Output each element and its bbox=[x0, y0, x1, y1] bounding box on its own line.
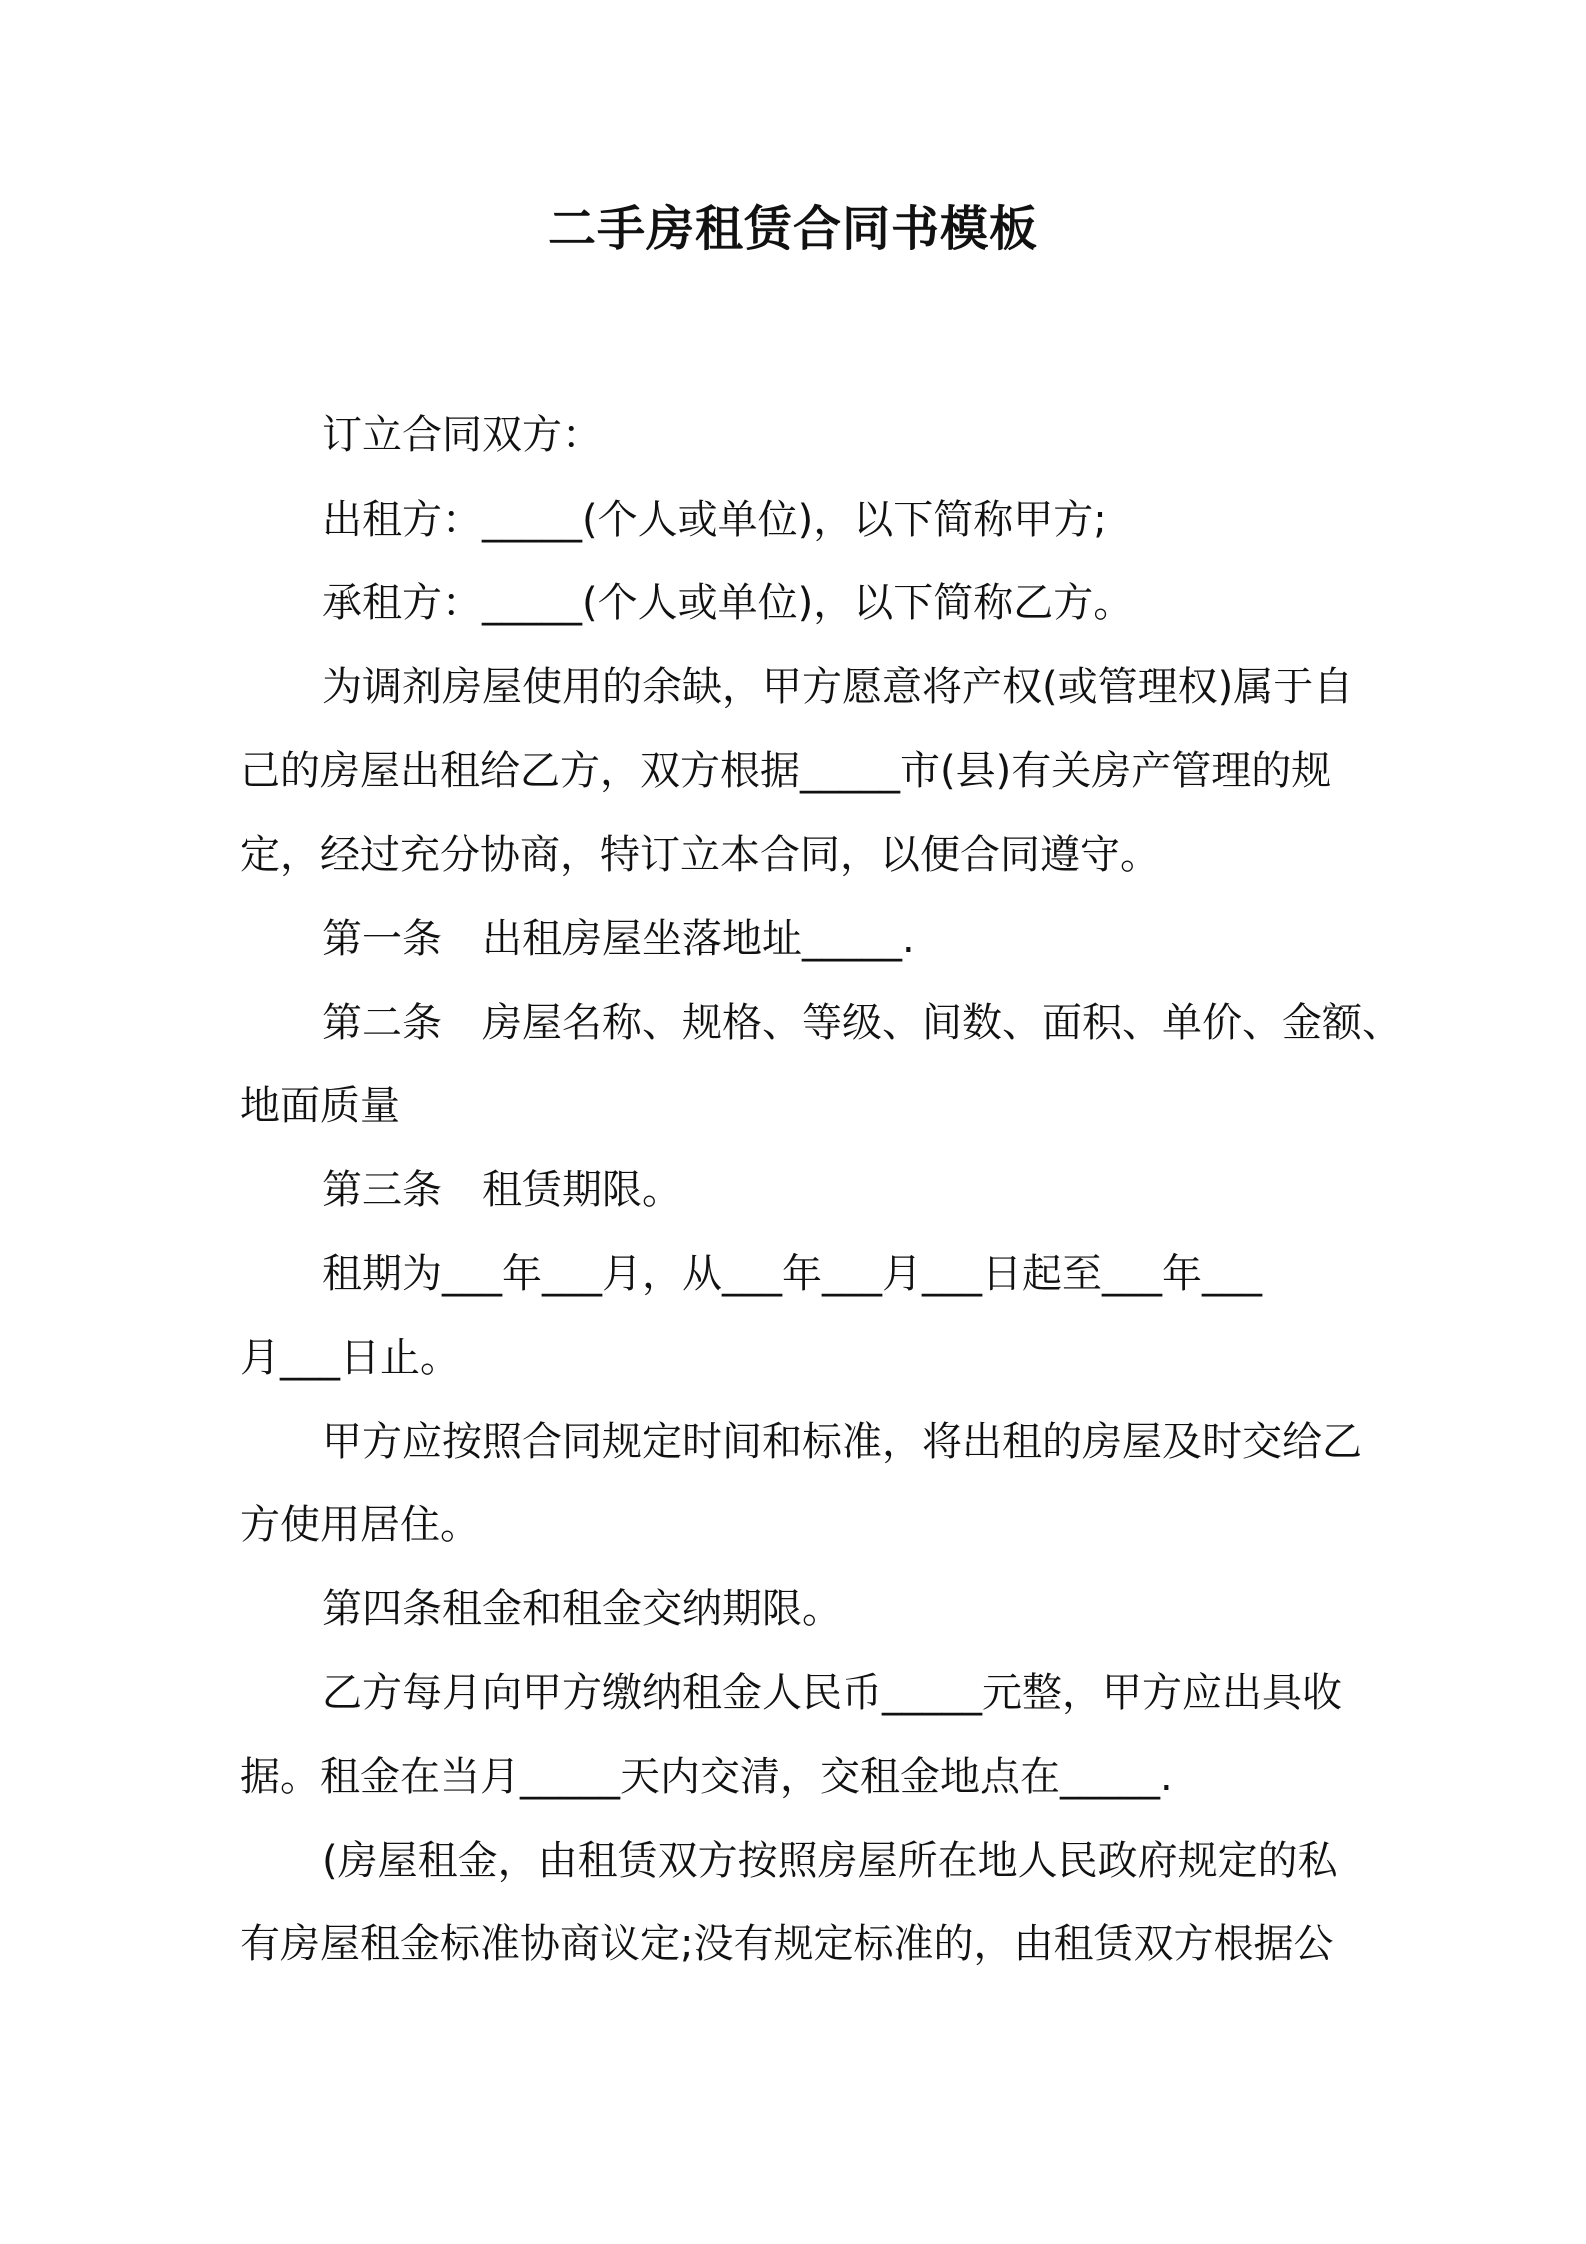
paragraph-line: 据。租金在当月_____天内交清，交租金地点在_____. bbox=[240, 1754, 1173, 1800]
paragraph-line: 订立合同双方： bbox=[322, 412, 602, 458]
paragraph-line: 甲方应按照合同规定时间和标准，将出租的房屋及时交给乙 bbox=[322, 1419, 1362, 1465]
paragraph-line: 第二条 房屋名称、规格、等级、间数、面积、单价、金额、 bbox=[322, 1000, 1402, 1046]
paragraph-line: 地面质量 bbox=[240, 1083, 400, 1129]
paragraph-line: 第一条 出租房屋坐落地址_____. bbox=[322, 916, 915, 962]
paragraph-line: 月___日止。 bbox=[240, 1335, 460, 1381]
paragraph-line: 租期为___年___月，从___年___月___日起至___年___ bbox=[322, 1251, 1262, 1297]
paragraph-line: 第四条租金和租金交纳期限。 bbox=[322, 1586, 842, 1632]
paragraph-line: 出租方：_____(个人或单位)，以下简称甲方; bbox=[322, 497, 1107, 543]
paragraph-line: 为调剂房屋使用的余缺，甲方愿意将产权(或管理权)属于自 bbox=[322, 664, 1354, 710]
paragraph-line: 承租方：_____(个人或单位)，以下简称乙方。 bbox=[322, 580, 1134, 626]
paragraph-line: 定，经过充分协商，特订立本合同，以便合同遵守。 bbox=[240, 832, 1160, 878]
paragraph-line: 第三条 租赁期限。 bbox=[322, 1167, 682, 1213]
document-title: 二手房租赁合同书模板 bbox=[547, 201, 1038, 257]
paragraph-line: 己的房屋出租给乙方，双方根据_____市(县)有关房产管理的规 bbox=[240, 748, 1332, 794]
paragraph-line: 乙方每月向甲方缴纳租金人民币_____元整，甲方应出具收 bbox=[322, 1670, 1342, 1716]
paragraph-line: 方使用居住。 bbox=[240, 1502, 480, 1548]
paragraph-line: 有房屋租金标准协商议定;没有规定标准的，由租赁双方根据公 bbox=[240, 1921, 1334, 1967]
paragraph-line: (房屋租金，由租赁双方按照房屋所在地人民政府规定的私 bbox=[322, 1838, 1338, 1884]
